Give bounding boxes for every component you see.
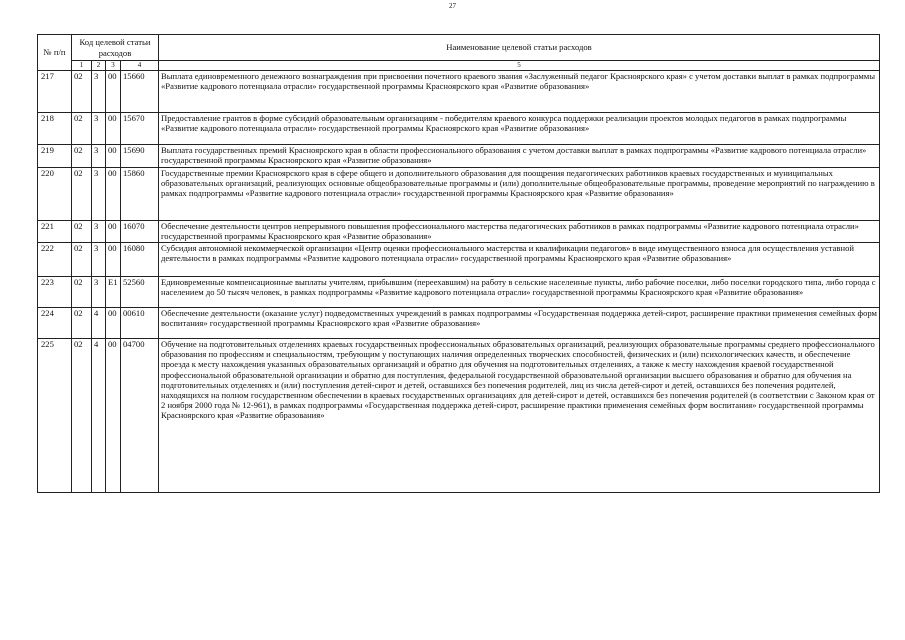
code-part-1: 02: [72, 339, 92, 493]
col-index-3: 3: [106, 61, 121, 71]
code-part-2: 3: [92, 168, 106, 221]
code-part-3: 00: [106, 71, 121, 113]
code-part-3: E1: [106, 277, 121, 308]
expense-name: Обучение на подготовительных отделениях краевых государственных профессиональных образовательных организаций, реализующих образовательные программы среднего профессионального образования по профессиям и специальностям, требующим у поступающих наличия определенных творческих способностей, физических и (или) психологических качеств, и обеспечение проезда к месту нахождения указанных образовательных организаций и обратно для обучения на подготовительных отделениях, а также к месту нахождения краевой государственной профессиональной образовательной организации и обратно для поступления, федеральной государственной образовательной организации высшего образования и обратно для обучения на подготовительных отделениях и (или) поступления детей-сирот и детей, оставшихся без попечения родителей, лиц из числа детей-сирот и детей, оставшихся без попечения родителей, находящихся на полном государственном обеспечении в краевых государственных организациях для детей-сирот и детей, оставшихся без попечения родителей (в соответствии с Законом края от 2 ноября 2000 года № 12-961), в рамках подпрограммы «Государственная поддержка детей-сирот, расширение практики применения семейных форм воспитания» государственной программы Красноярского края «Развитие образования»: [159, 339, 880, 493]
code-part-3: 00: [106, 221, 121, 243]
expense-name: Обеспечение деятельности (оказание услуг) подведомственных учреждений в рамках подпрограммы «Государственная поддержка детей-сирот, расширение практики применения семейных форм воспитания» государственной программы Красноярского края «Развитие образования»: [159, 308, 880, 339]
code-part-1: 02: [72, 221, 92, 243]
code-part-4: 15690: [121, 145, 159, 168]
budget-table: [37, 34, 880, 493]
row-number: 217: [38, 71, 72, 113]
table-row: [38, 308, 880, 339]
code-part-1: 02: [72, 145, 92, 168]
code-part-4: 16070: [121, 221, 159, 243]
code-part-2: 3: [92, 113, 106, 145]
row-number: 219: [38, 145, 72, 168]
table-row: [38, 71, 880, 113]
row-number: 221: [38, 221, 72, 243]
code-part-2: 4: [92, 308, 106, 339]
code-part-1: 02: [72, 308, 92, 339]
table-row: [38, 243, 880, 277]
table-row: [38, 221, 880, 243]
code-part-3: 00: [106, 308, 121, 339]
header-row: [38, 35, 880, 61]
header-code: Код целевой статьи расходов: [72, 35, 159, 61]
table-row: [38, 168, 880, 221]
code-part-4: 16080: [121, 243, 159, 277]
code-part-3: 00: [106, 113, 121, 145]
row-number: 223: [38, 277, 72, 308]
code-part-4: 15670: [121, 113, 159, 145]
code-part-3: 00: [106, 168, 121, 221]
code-part-1: 02: [72, 243, 92, 277]
header-num: № п/п: [38, 35, 72, 71]
code-part-4: 52560: [121, 277, 159, 308]
code-part-4: 15660: [121, 71, 159, 113]
expense-name: Выплата единовременного денежного вознаграждения при присвоении почетного краевого звания «Заслуженный педагог Красноярского края» с учетом доставки выплат в рамках подпрограммы «Развитие кадрового потенциала отрасли» государственной программы Красноярского края «Развитие образования»: [159, 71, 880, 113]
row-number: 225: [38, 339, 72, 493]
row-number: 220: [38, 168, 72, 221]
code-part-3: 00: [106, 339, 121, 493]
header-name: Наименование целевой статьи расходов: [159, 35, 880, 61]
row-number: 218: [38, 113, 72, 145]
code-part-1: 02: [72, 277, 92, 308]
expense-name: Выплата государственных премий Красноярского края в области профессионального образования с учетом доставки выплат в рамках подпрограммы «Развитие кадрового потенциала отрасли» государственной программы Красноярского края «Развитие образования»: [159, 145, 880, 168]
expense-name: Предоставление грантов в форме субсидий образовательным организациям - победителям краевого конкурса поддержки реализации проектов молодых педагогов в рамках подпрограммы «Развитие кадрового потенциала отрасли» государственной программы Красноярского края «Развитие образования»: [159, 113, 880, 145]
table-row: [38, 277, 880, 308]
table-row: [38, 113, 880, 145]
column-index-row: [38, 61, 880, 71]
code-part-2: 4: [92, 339, 106, 493]
expense-name: Субсидия автономной некоммерческой организации «Центр оценки профессионального мастерства и квалификации педагогов» в виде имущественного взноса для осуществления уставной деятельности в рамках подпрограммы «Развитие кадрового потенциала отрасли» государственной программы Красноярского края «Развитие образования»: [159, 243, 880, 277]
code-part-1: 02: [72, 71, 92, 113]
code-part-2: 3: [92, 71, 106, 113]
code-part-2: 3: [92, 277, 106, 308]
col-index-1: 1: [72, 61, 92, 71]
code-part-2: 3: [92, 243, 106, 277]
table-row: [38, 145, 880, 168]
col-index-4: 4: [121, 61, 159, 71]
table-row: [38, 339, 880, 493]
expense-name: Обеспечение деятельности центров непрерывного повышения профессионального мастерства педагогических работников в рамках подпрограммы «Развитие кадрового потенциала отрасли» государственной программы Красноярского края «Развитие образования»: [159, 221, 880, 243]
row-number: 222: [38, 243, 72, 277]
row-number: 224: [38, 308, 72, 339]
col-index-5: 5: [159, 61, 880, 71]
expense-name: Государственные премии Красноярского края в сфере общего и дополнительного образования для поощрения педагогических работников краевых государственных и муниципальных образовательных организаций, реализующих основные общеобразовательные программы и (или) дополнительные общеобразовательные программы, проведение мероприятий по награждению в рамках подпрограммы «Развитие кадрового потенциала отрасли» государственной программы Красноярского края «Развитие образования»: [159, 168, 880, 221]
code-part-4: 00610: [121, 308, 159, 339]
expense-name: Единовременные компенсационные выплаты учителям, прибывшим (переехавшим) на работу в сельские населенные пункты, либо рабочие поселки, либо поселки городского типа, либо города с населением до 50 тысяч человек, в рамках подпрограммы «Развитие кадрового потенциала отрасли» государственной программы Красноярского края «Развитие образования»: [159, 277, 880, 308]
code-part-2: 3: [92, 221, 106, 243]
code-part-1: 02: [72, 168, 92, 221]
page-number: 27: [449, 2, 456, 10]
code-part-2: 3: [92, 145, 106, 168]
code-part-4: 04700: [121, 339, 159, 493]
code-part-3: 00: [106, 145, 121, 168]
code-part-1: 02: [72, 113, 92, 145]
code-part-4: 15860: [121, 168, 159, 221]
col-index-2: 2: [92, 61, 106, 71]
code-part-3: 00: [106, 243, 121, 277]
